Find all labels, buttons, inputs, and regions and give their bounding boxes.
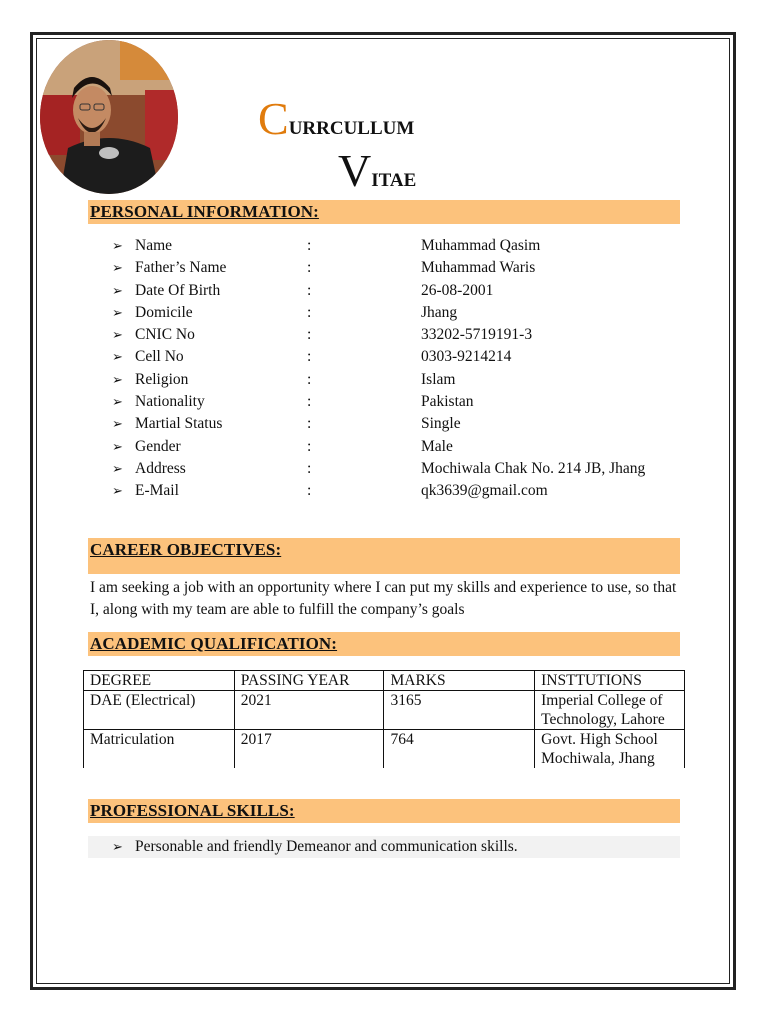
table-header-cell: PASSING YEAR <box>234 671 384 691</box>
arrow-bullet-icon: ➢ <box>112 282 123 298</box>
table-row <box>84 730 685 769</box>
title-vitae <box>338 145 417 196</box>
table-cell: Imperial College of Technology, Lahore <box>535 691 685 730</box>
arrow-bullet-icon: ➢ <box>112 327 123 343</box>
info-colon: : <box>307 326 312 344</box>
info-colon: : <box>307 281 312 299</box>
info-row-cnic <box>110 325 690 347</box>
info-value: Mochiwala Chak No. 214 JB, Jhang <box>421 459 646 477</box>
info-value: Jhang <box>421 303 458 321</box>
info-value: Pakistan <box>421 393 474 411</box>
info-colon: : <box>307 370 312 388</box>
table-cell: 2021 <box>234 691 384 730</box>
info-label: Nationality <box>135 393 205 411</box>
title-rest-1: URRCULLUM <box>288 118 415 139</box>
profile-photo <box>40 40 178 194</box>
arrow-bullet-icon: ➢ <box>112 394 123 410</box>
info-value: 26-08-2001 <box>421 281 494 299</box>
table-cell: Matriculation <box>84 730 235 769</box>
table-cell: 764 <box>384 730 535 769</box>
info-row-address <box>110 459 690 481</box>
arrow-bullet-icon: ➢ <box>112 460 123 476</box>
info-row-nationality <box>110 392 690 414</box>
skill-item <box>88 836 680 858</box>
info-value: Muhammad Waris <box>421 259 536 277</box>
table-header-cell: DEGREE <box>84 671 235 691</box>
info-value: Single <box>421 415 461 433</box>
info-colon: : <box>307 259 312 277</box>
title-rest-2: ITAE <box>371 170 417 191</box>
arrow-bullet-icon: ➢ <box>112 238 123 253</box>
title-initial-v: V <box>338 145 372 196</box>
info-row-gender <box>110 437 690 459</box>
info-row-name <box>110 236 690 258</box>
info-label: Gender <box>135 437 181 455</box>
info-label: Address <box>135 459 186 477</box>
section-academic-qualification <box>88 632 680 656</box>
info-value: Islam <box>421 370 456 388</box>
arrow-bullet-icon: ➢ <box>112 839 123 854</box>
section-heading: PROFESSIONAL SKILLS: <box>90 801 295 820</box>
info-colon: : <box>307 237 312 254</box>
table-cell: DAE (Electrical) <box>84 691 235 730</box>
section-heading: PERSONAL INFORMATION: <box>90 202 319 221</box>
info-colon: : <box>307 348 312 366</box>
table-cell: 2017 <box>234 730 384 769</box>
info-row-date-of-birth <box>110 281 690 303</box>
table-header-cell: MARKS <box>384 671 535 691</box>
table-cell: Govt. High School Mochiwala, Jhang <box>535 730 685 769</box>
personal-info-list <box>110 236 690 504</box>
arrow-bullet-icon: ➢ <box>112 304 123 320</box>
info-label: Date Of Birth <box>135 281 221 299</box>
info-colon: : <box>307 437 312 455</box>
info-value: Male <box>421 437 453 455</box>
info-label: CNIC No <box>135 326 195 344</box>
arrow-bullet-icon: ➢ <box>112 260 123 276</box>
info-label: Father’s Name <box>135 259 227 277</box>
info-row-marital-status <box>110 414 690 436</box>
info-row-religion <box>110 370 690 392</box>
info-row-father-name <box>110 258 690 280</box>
info-value: 33202-5719191-3 <box>421 326 533 344</box>
table-header-cell: INSTTUTIONS <box>535 671 685 691</box>
info-colon: : <box>307 459 312 477</box>
info-row-domicile <box>110 303 690 325</box>
info-colon: : <box>307 482 312 500</box>
info-value: Muhammad Qasim <box>421 237 541 254</box>
info-colon: : <box>307 393 312 411</box>
info-label: E-Mail <box>135 482 179 500</box>
arrow-bullet-icon: ➢ <box>112 371 123 387</box>
section-heading: ACADEMIC QUALIFICATION: <box>90 634 338 653</box>
skill-text: Personable and friendly Demeanor and communication skills. <box>135 838 518 855</box>
info-colon: : <box>307 415 312 433</box>
info-value: 0303-9214214 <box>421 348 512 366</box>
arrow-bullet-icon: ➢ <box>112 349 123 365</box>
arrow-bullet-icon: ➢ <box>112 483 123 499</box>
info-row-email <box>110 481 690 503</box>
table-header-row <box>84 671 685 691</box>
section-personal-information <box>88 200 680 224</box>
section-professional-skills <box>88 799 680 823</box>
section-career-objectives <box>88 538 680 574</box>
title-curriculum <box>258 93 415 144</box>
table-cell: 3165 <box>384 691 535 730</box>
section-heading: CAREER OBJECTIVES: <box>90 540 282 559</box>
arrow-bullet-icon: ➢ <box>112 416 123 432</box>
academic-table <box>83 670 685 768</box>
arrow-bullet-icon: ➢ <box>112 438 123 454</box>
info-label: Martial Status <box>135 415 223 433</box>
info-label: Domicile <box>135 303 193 321</box>
info-label: Name <box>135 237 173 254</box>
info-value: qk3639@gmail.com <box>421 482 548 500</box>
table-row <box>84 691 685 730</box>
title-initial-c: C <box>258 93 289 144</box>
info-colon: : <box>307 303 312 321</box>
info-label: Cell No <box>135 348 184 366</box>
info-row-cell <box>110 347 690 369</box>
career-objective-text: I am seeking a job with an opportunity where I can put my skills and experience to use, so that I, along with my team are able to fulfill the company’s goals <box>90 579 677 618</box>
info-label: Religion <box>135 370 189 388</box>
